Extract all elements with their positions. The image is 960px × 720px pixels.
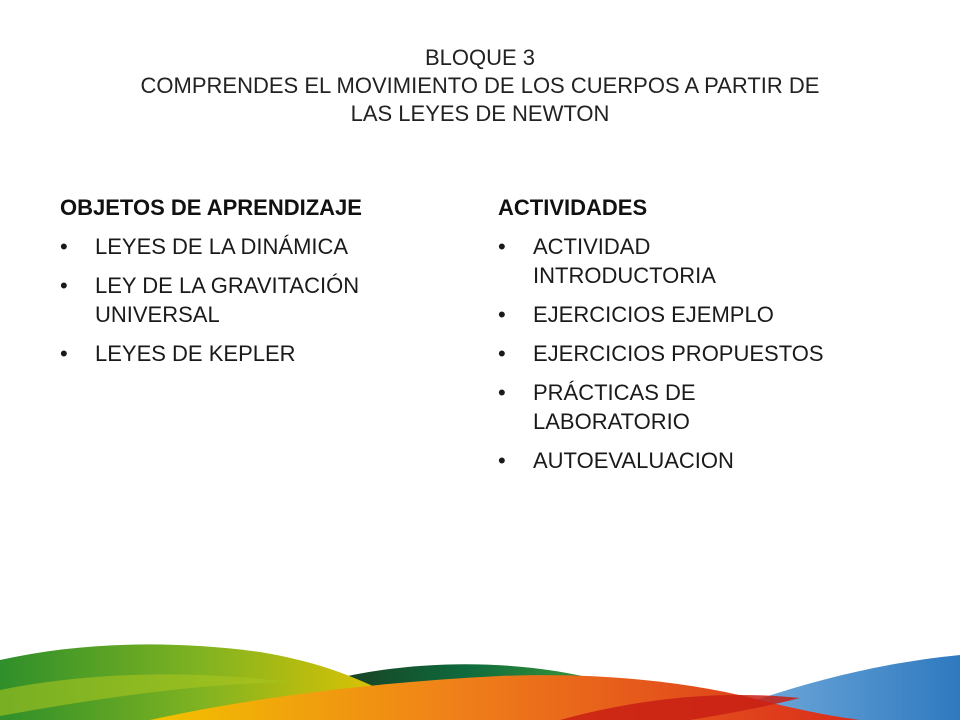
decorative-wave-banner	[0, 620, 960, 720]
list-item-label: LEYES DE LA DINÁMICA	[95, 234, 349, 259]
title-line-3: LAS LEYES DE NEWTON	[350, 101, 610, 126]
list-item	[498, 378, 763, 436]
activities-list	[498, 232, 918, 475]
bullet-icon: •	[498, 302, 506, 327]
bullet-icon: •	[60, 341, 68, 366]
learning-objects-column	[60, 193, 460, 378]
list-item-label: EJERCICIOS EJEMPLO	[533, 302, 774, 327]
slide-title	[40, 44, 920, 128]
list-item-label: ACTIVIDAD INTRODUCTORIA	[533, 234, 716, 288]
list-item	[60, 232, 460, 261]
list-item	[60, 271, 435, 329]
title-line-1: BLOQUE 3	[424, 45, 536, 70]
bullet-icon: •	[60, 273, 68, 298]
list-item-label: LEYES DE KEPLER	[95, 341, 296, 366]
title-line-2: COMPRENDES EL MOVIMIENTO DE LOS CUERPOS A PARTIR DE	[140, 73, 820, 98]
learning-objects-list	[60, 232, 460, 368]
list-item	[498, 300, 918, 329]
bullet-icon: •	[498, 234, 506, 259]
bullet-icon: •	[60, 234, 68, 259]
activities-heading: ACTIVIDADES	[498, 195, 648, 220]
list-item	[498, 232, 763, 290]
list-item	[498, 339, 918, 368]
list-item-label: PRÁCTICAS DE LABORATORIO	[533, 380, 696, 434]
bullet-icon: •	[498, 380, 506, 405]
list-item-label: EJERCICIOS PROPUESTOS	[533, 341, 824, 366]
list-item	[60, 339, 460, 368]
list-item-label: AUTOEVALUACION	[533, 448, 734, 473]
learning-objects-heading: OBJETOS DE APRENDIZAJE	[60, 195, 362, 220]
list-item	[498, 446, 918, 475]
list-item-label: LEY DE LA GRAVITACIÓN UNIVERSAL	[95, 273, 360, 327]
bullet-icon: •	[498, 448, 506, 473]
activities-column	[498, 193, 918, 485]
bullet-icon: •	[498, 341, 506, 366]
